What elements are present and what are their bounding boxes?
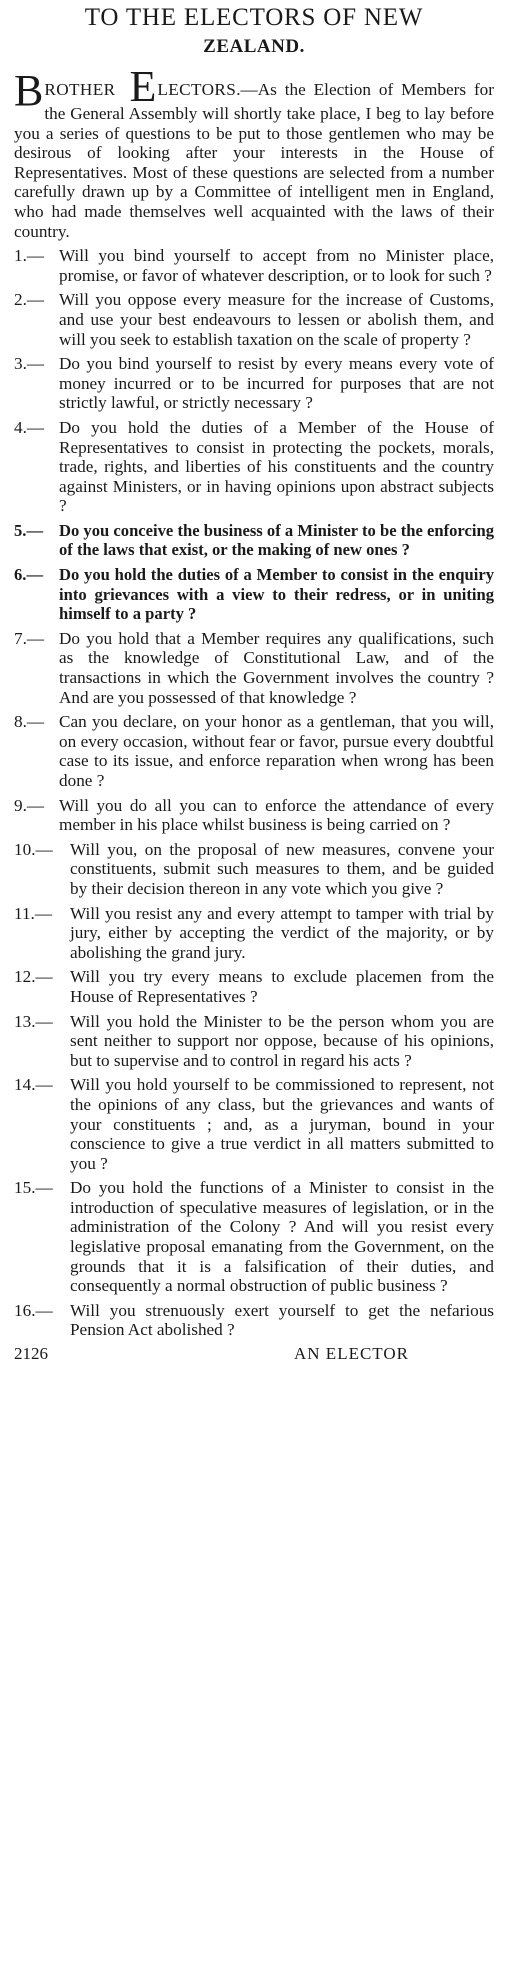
question-text: Will you hold yourself to be commissioned to represent, not the opinions of any class, but the grievances and wants of your constituents ; and, as a juryman, bound in your conscience to give a true verdict in all matters submitted to you ? xyxy=(70,1075,494,1173)
question-number: 3.— xyxy=(14,354,45,374)
question-5 xyxy=(14,521,494,560)
question-16 xyxy=(14,1301,494,1340)
question-6 xyxy=(14,565,494,624)
question-4 xyxy=(14,418,494,516)
question-text: Will you try every means to exclude placemen from the House of Representatives ? xyxy=(70,967,494,1006)
question-number: 6.— xyxy=(14,565,44,585)
article-subtitle: ZEALAND. xyxy=(203,36,305,57)
question-8 xyxy=(14,712,494,790)
question-number: 4.— xyxy=(14,417,45,437)
question-number: 8.— xyxy=(14,712,45,732)
question-number: 1.— xyxy=(14,246,45,266)
question-text: Will you bind yourself to accept from no Minister place, promise, or favor of whatever description, or to look for such ? xyxy=(59,246,494,285)
question-number: 2.— xyxy=(14,290,45,310)
article-footer xyxy=(14,1344,494,1370)
intro-text: .—As the Election of Members for the General Assembly will shortly take place, I beg to lay before you a series of questions to be put to those gentlemen who may be desirous of looking after your interests in the House of Representatives. Most of these questions are selected from a number carefully drawn up by a Committee of intelligent men in England, who had made themselves well acquainted with the laws of their country. xyxy=(14,80,494,241)
question-text: Will you hold the Minister to be the person whom you are sent neither to support nor oppose, because of his opinions, but to supervise and to control in regard his acts ? xyxy=(70,1011,494,1070)
question-number: 9.— xyxy=(14,795,45,815)
article-title: TO THE ELECTORS OF NEW xyxy=(84,4,424,31)
question-text: Will you oppose every measure for the increase of Customs, and use your best endeavours to lessen or abolish them, and will you seek to establish taxation on the scale of property ? xyxy=(59,290,494,349)
question-number: 13.— xyxy=(14,1011,53,1031)
question-number: 10.— xyxy=(14,839,53,859)
intro-electors: LECTORS xyxy=(157,80,237,99)
question-number: 11.— xyxy=(14,903,53,923)
question-number: 14.— xyxy=(14,1075,53,1095)
question-text: Do you hold the duties of a Member to consist in the enquiry into grievances with a view to their redress, or in uniting himself to a party ? xyxy=(59,565,494,624)
question-text: Can you declare, on your honor as a gentleman, that you will, on every occasion, without fear or favor, pursue every doubtful case to its issue, and enforce reparation when wrong has been done ? xyxy=(59,712,494,790)
intro-brother: ROTHER xyxy=(44,80,116,99)
question-3 xyxy=(14,354,494,413)
intro-paragraph xyxy=(14,62,494,241)
question-text: Will you resist any and every attempt to tamper with trial by jury, either by accepting the verdict of the majority, or by abolishing the grand jury. xyxy=(70,903,494,962)
dropcap-e: E xyxy=(129,62,157,111)
question-text: Will you strenuously exert yourself to get the nefarious Pension Act abolished ? xyxy=(70,1300,494,1340)
question-number: 5.— xyxy=(14,520,44,540)
question-9 xyxy=(14,796,494,835)
question-1 xyxy=(14,246,494,285)
question-11 xyxy=(14,904,494,963)
signature: AN ELECTOR xyxy=(294,1344,409,1364)
dropcap-b: B xyxy=(14,66,44,115)
question-12 xyxy=(14,967,494,1006)
question-13 xyxy=(14,1012,494,1071)
question-text: Do you hold the functions of a Minister to consist in the introduction of speculative measures of legislation, or in the administration of the Colony ? And will you resist every legislative proposal emanating from the Government, on the grounds that it is a falsification of their duties, and consequently a normal obstruction of public business ? xyxy=(70,1178,494,1296)
question-text: Will you do all you can to enforce the attendance of every member in his place whilst business is being carried on ? xyxy=(59,795,494,835)
advert-code: 2126 xyxy=(14,1344,48,1364)
question-7 xyxy=(14,629,494,707)
question-2 xyxy=(14,290,494,349)
question-number: 7.— xyxy=(14,628,45,648)
question-text: Will you, on the proposal of new measures, convene your constituents, submit such measures to them, and be guided by their decision thereon in any vote which you give ? xyxy=(70,839,494,898)
question-text: Do you conceive the business of a Minister to be the enforcing of the laws that exist, or the making of new ones ? xyxy=(59,520,494,560)
question-15 xyxy=(14,1178,494,1296)
question-number: 15.— xyxy=(14,1178,53,1198)
question-text: Do you hold the duties of a Member of the House of Representatives to consist in protecting the pockets, morals, trade, rights, and liberties of his constituents and the country against Ministers, or in having opinions upon abstract subjects ? xyxy=(59,417,494,516)
question-number: 16.— xyxy=(14,1300,53,1320)
article xyxy=(14,0,494,1370)
question-14 xyxy=(14,1075,494,1173)
question-10 xyxy=(14,840,494,899)
question-number: 12.— xyxy=(14,967,53,987)
question-text: Do you hold that a Member requires any qualifications, such as the knowledge of Constitutional Law, and of the transactions in which the Government involves the country ? And are you possessed of that knowledge ? xyxy=(59,628,494,707)
question-text: Do you bind yourself to resist by every means every vote of money incurred or to be incurred for purposes that are not strictly lawful, or strictly necessary ? xyxy=(59,354,494,413)
